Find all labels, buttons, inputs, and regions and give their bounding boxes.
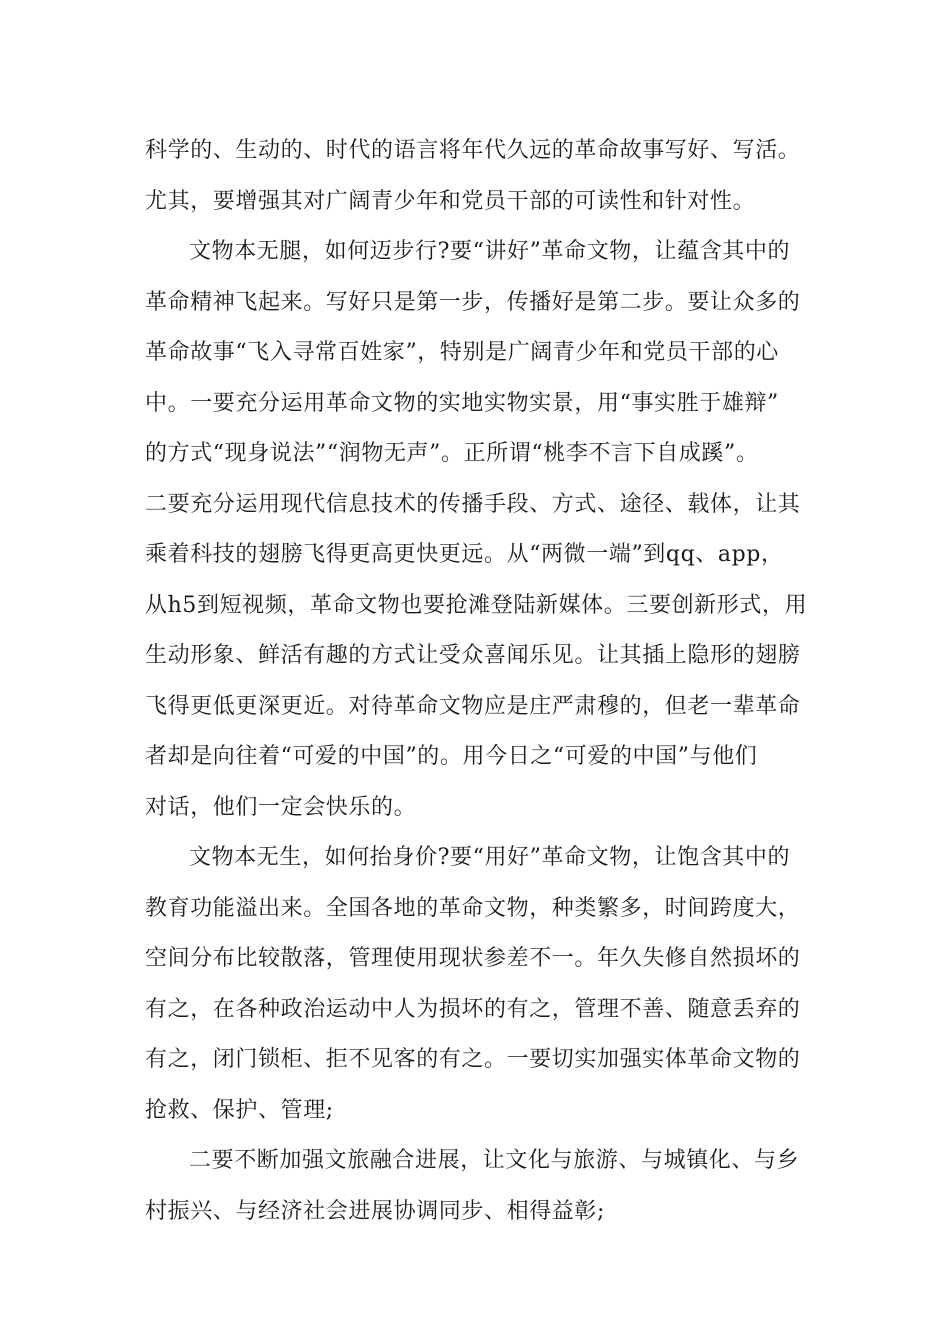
paragraph-first-line: 二要不断加强文旅融合进展，让文化与旅游、与城镇化、与乡 [189,1148,800,1173]
text-line: 从h5到短视频，革命文物也要抢滩登陆新媒体。三要创新形式，用 [145,593,808,618]
text-line: 者却是向往着“可爱的中国”的。用今日之“可爱的中国”与他们 [145,744,758,769]
text-line: 革命精神飞起来。写好只是第一步，传播好是第二步。要让众多的 [145,290,801,315]
text-line: 村振兴、与经济社会进展协调同步、相得益彰; [145,1199,606,1224]
text-line: 的方式“现身说法”“润物无声”。正所谓“桃李不言下自成蹊”。 [145,441,759,466]
text-line: 飞得更低更深更近。对待革命文物应是庄严肃穆的，但老一辈革命 [145,694,801,719]
text-line: 对话，他们一定会快乐的。 [145,795,417,820]
text-line: 教育功能溢出来。全国各地的革命文物，种类繁多，时间跨度大， [145,896,801,921]
text-line: 抢救、保护、管理; [145,1098,334,1123]
paragraph-first-line: 文物本无生，如何抬身价?要“用好”革命文物，让饱含其中的 [189,845,791,870]
text-line: 生动形象、鲜活有趣的方式让受众喜闻乐见。让其插上隐形的翅膀 [145,643,801,668]
text-line: 科学的、生动的、时代的语言将年代久远的革命故事写好、写活。 [145,138,801,163]
text-line: 中。一要充分运用革命文物的实地实物实景，用“事实胜于雄辩” [145,391,779,416]
text-line: 二要充分运用现代信息技术的传播手段、方式、途径、载体，让其 [145,492,801,517]
paragraph-first-line: 文物本无腿，如何迈步行?要“讲好”革命文物，让蕴含其中的 [189,239,791,264]
text-line: 有之，在各种政治运动中人为损坏的有之，管理不善、随意丢弃的 [145,997,801,1022]
text-line: 空间分布比较散落，管理使用现状参差不一。年久失修自然损坏的 [145,946,801,971]
text-line: 革命故事“飞入寻常百姓家”，特别是广阔青少年和党员干部的心 [145,340,779,365]
text-line: 尤其，要增强其对广阔青少年和党员干部的可读性和针对性。 [145,189,756,214]
text-line: 有之，闭门锁柜、拒不见客的有之。一要切实加强实体革命文物的 [145,1047,801,1072]
text-line: 乘着科技的翅膀飞得更高更快更远。从“两微一端”到qq、app， [145,542,784,567]
